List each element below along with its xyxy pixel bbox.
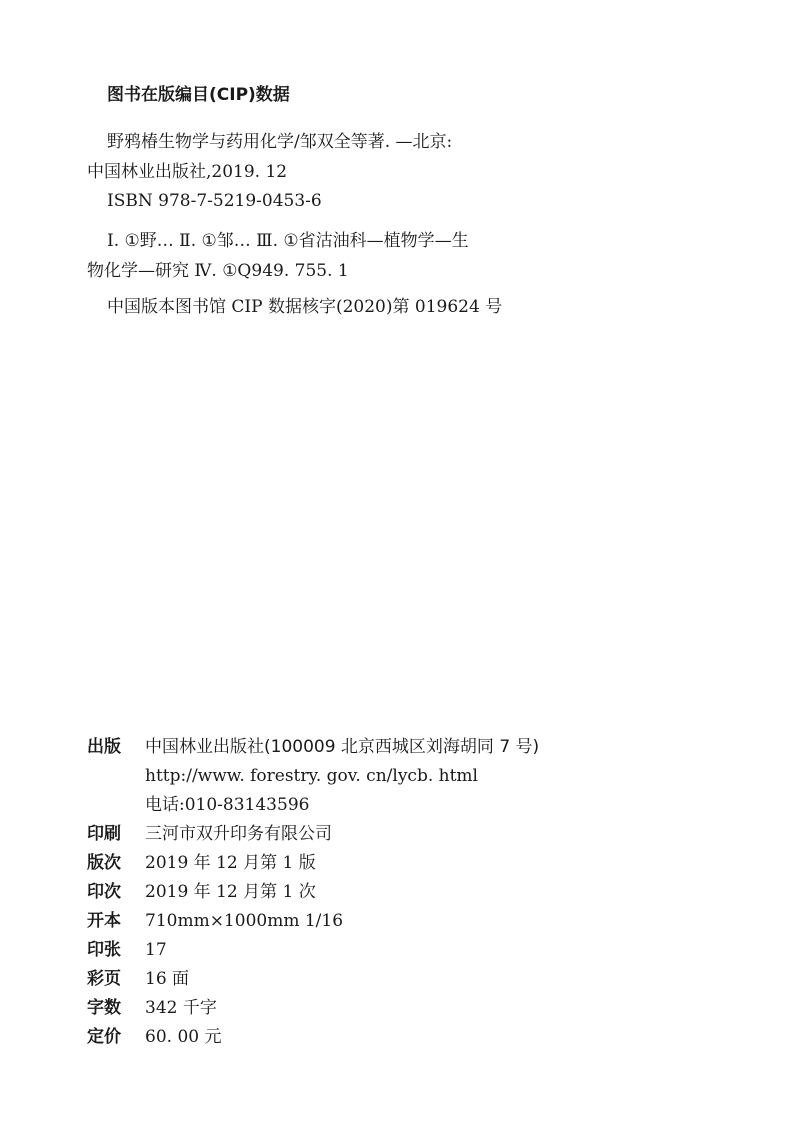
cip-classification-line-2: 物化学—研究 Ⅳ. ①Q949. 755. 1	[87, 261, 349, 281]
price-value: 60. 00 元	[145, 1027, 222, 1047]
website-value: http://www. forestry. gov. cn/lycb. html	[145, 766, 478, 786]
cip-title: 图书在版编目(CIP)数据	[107, 85, 290, 105]
phone-value: 电话:010-83143596	[145, 795, 310, 815]
impression-label: 印次	[87, 882, 121, 902]
word-count-row	[87, 997, 539, 1026]
color-pages-row	[87, 968, 539, 997]
printer-value: 三河市双升印务有限公司	[145, 824, 332, 844]
cip-record-number: 中国版本图书馆 CIP 数据核字(2020)第 019624 号	[107, 297, 503, 317]
publisher-row	[87, 736, 539, 765]
publisher-label: 出版	[87, 737, 121, 757]
word-count-value: 342 千字	[145, 998, 217, 1018]
color-pages-value: 16 面	[145, 969, 190, 989]
cip-classification-line-1: Ⅰ. ①野… Ⅱ. ①邹… Ⅲ. ①省沽油科—植物学—生	[107, 231, 469, 251]
printer-row	[87, 823, 539, 852]
price-label: 定价	[87, 1027, 121, 1047]
cip-isbn: ISBN 978-7-5219-0453-6	[107, 191, 322, 211]
sheets-label: 印张	[87, 940, 121, 960]
website-row	[87, 765, 539, 794]
cip-book-title-line: 野鸦椿生物学与药用化学/邹双全等著. —北京:	[107, 132, 453, 152]
format-value: 710mm×1000mm 1/16	[145, 911, 344, 931]
impression-row	[87, 881, 539, 910]
format-row	[87, 910, 539, 939]
phone-row	[87, 794, 539, 823]
impression-value: 2019 年 12 月第 1 次	[145, 882, 316, 902]
price-row	[87, 1026, 539, 1055]
cip-publisher-line: 中国林业出版社,2019. 12	[87, 162, 288, 182]
edition-row	[87, 852, 539, 881]
edition-label: 版次	[87, 853, 121, 873]
color-pages-label: 彩页	[87, 969, 121, 989]
publisher-value: 中国林业出版社(100009 北京西城区刘海胡同 7 号)	[145, 737, 540, 757]
sheets-value: 17	[145, 940, 167, 960]
word-count-label: 字数	[87, 998, 121, 1018]
sheets-row	[87, 939, 539, 968]
format-label: 开本	[87, 911, 121, 931]
edition-value: 2019 年 12 月第 1 版	[145, 853, 316, 873]
printer-label: 印刷	[87, 824, 121, 844]
publication-info	[87, 736, 539, 1055]
